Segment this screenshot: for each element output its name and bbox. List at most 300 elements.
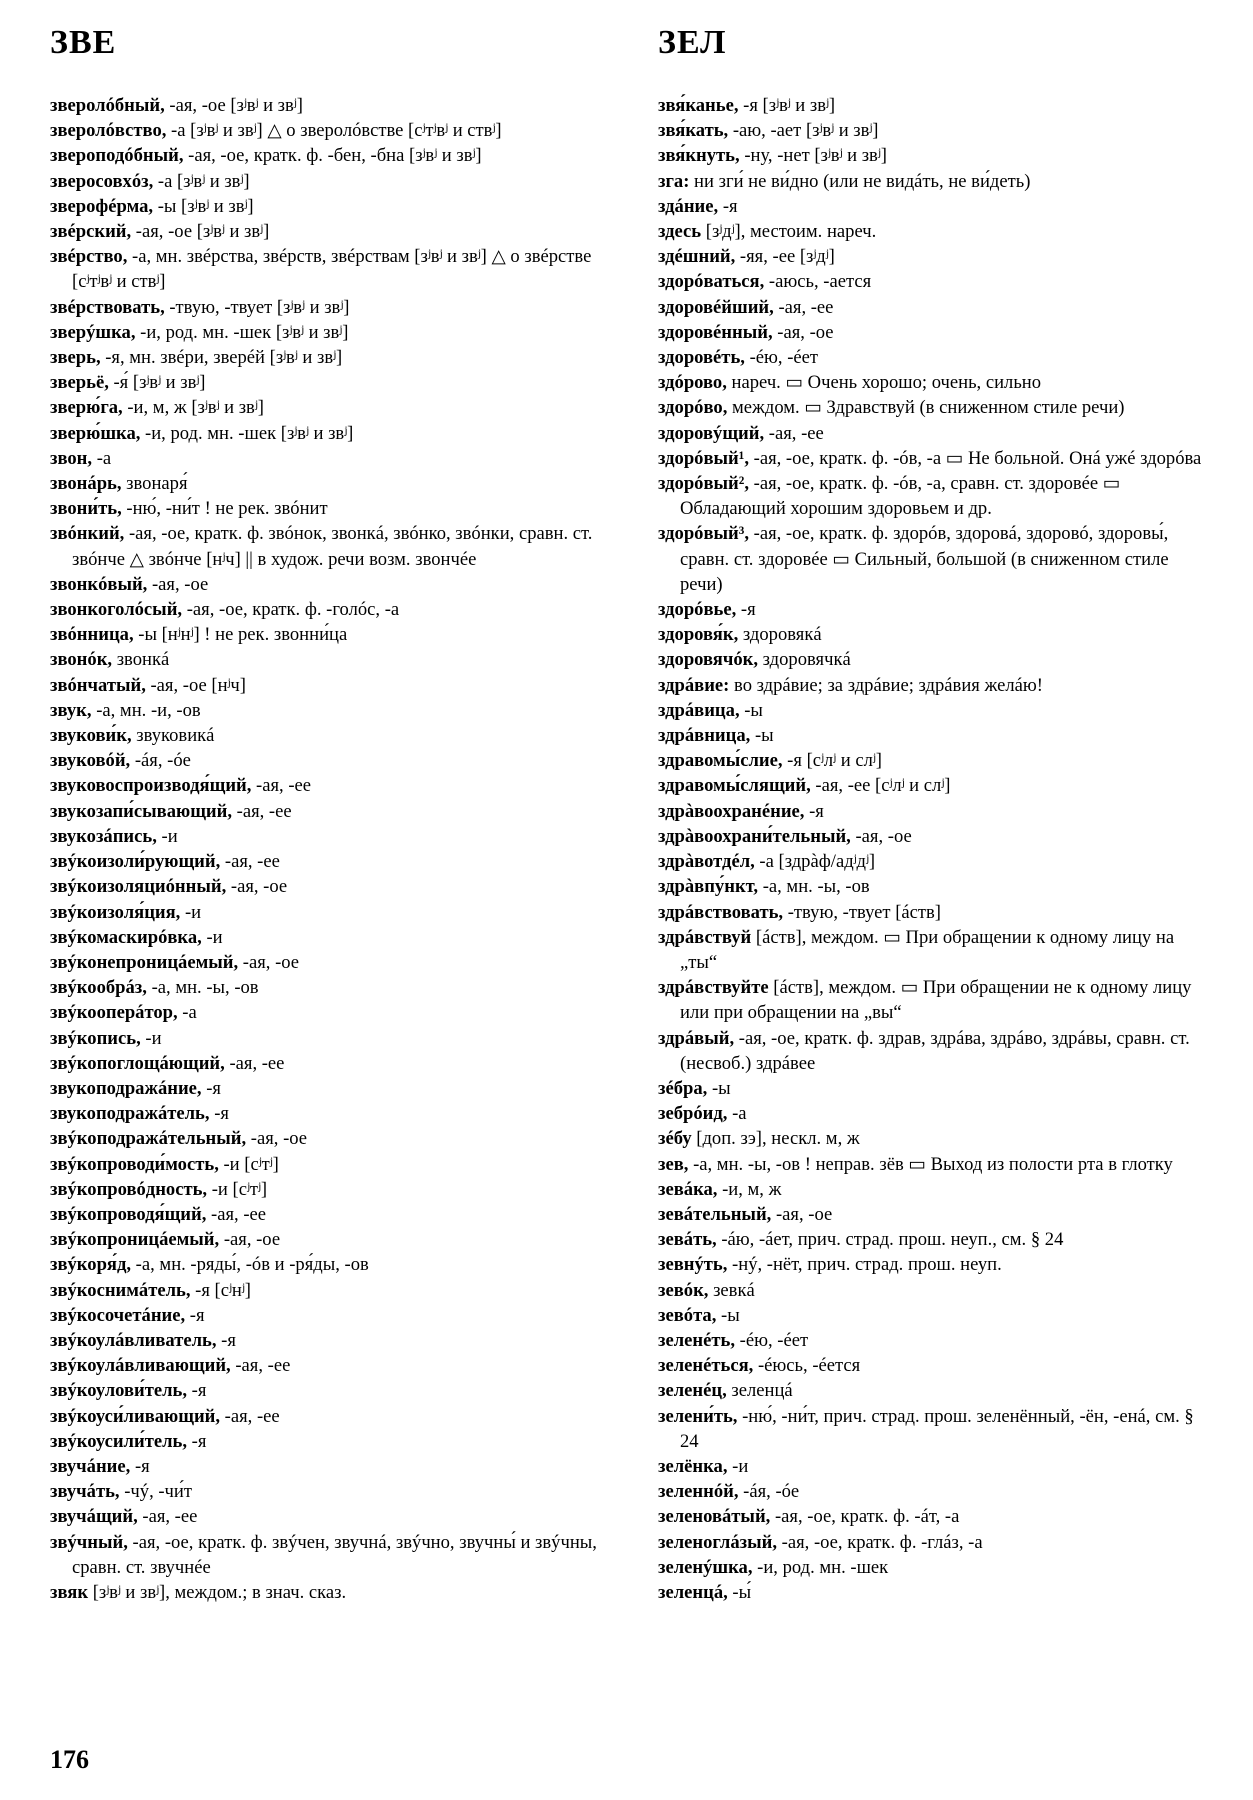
- headword: здáние,: [658, 195, 719, 217]
- dictionary-entry: [50, 1404, 620, 1429]
- dictionary-entry: [658, 1177, 1210, 1202]
- headword: звýкооперáтор,: [50, 1002, 178, 1024]
- entry-definition: -я [сʲнʲ]: [190, 1279, 251, 1301]
- entry-definition: -я: [187, 1430, 207, 1452]
- dictionary-entry: [658, 1530, 1210, 1555]
- dictionary-entry: [658, 647, 1210, 672]
- entry-definition: зеленцá: [726, 1380, 793, 1402]
- headword: звони́ть,: [50, 498, 122, 520]
- dictionary-entry: [658, 597, 1210, 622]
- headword: зеленцá,: [658, 1581, 728, 1603]
- entry-definition: -и [сʲтʲ]: [218, 1153, 279, 1175]
- dictionary-entry: [50, 244, 620, 294]
- headword: здрàвоохрани́тельный,: [658, 825, 851, 847]
- entry-definition: -и, род. мн. -шек: [752, 1556, 889, 1578]
- entry-definition: -ая, -ее: [231, 800, 292, 822]
- dictionary-entry: [50, 1252, 620, 1277]
- headword: здрáвствовать,: [658, 901, 784, 923]
- entry-definition: -ая, -ое: [147, 573, 209, 595]
- dictionary-entry: [50, 799, 620, 824]
- headword: здоровéйший,: [658, 296, 774, 318]
- dictionary-entry: [50, 1101, 620, 1126]
- entry-definition: здоровячкá: [758, 649, 851, 671]
- dictionary-entry: [50, 849, 620, 874]
- entry-definition: -ая, -ое, кратк. ф. -голóс, -а: [182, 599, 400, 621]
- entry-definition: звонкá: [112, 649, 170, 671]
- headword: звукоподражáтель,: [50, 1103, 210, 1125]
- headword: зéбу: [658, 1128, 692, 1150]
- dictionary-entry: [658, 169, 1210, 194]
- dictionary-entry: [50, 1454, 620, 1479]
- entry-definition: -ы: [707, 1077, 731, 1099]
- entry-definition: -ая, -ое: [772, 321, 834, 343]
- dictionary-entry: [658, 1152, 1210, 1177]
- headword: звýчный,: [50, 1531, 128, 1553]
- dictionary-entry: [658, 1252, 1210, 1277]
- headword: звукоподражáние,: [50, 1077, 202, 1099]
- dictionary-entry: [50, 1479, 620, 1504]
- dictionary-entry: [50, 748, 620, 773]
- entry-definition: -нý, -нёт, прич. страд. прош. неуп.: [727, 1254, 1002, 1276]
- dictionary-entry: [658, 748, 1210, 773]
- headword: зеленéть,: [658, 1329, 735, 1351]
- dictionary-entry: [658, 269, 1210, 294]
- entry-definition: -я [сʲлʲ и слʲ]: [782, 750, 882, 772]
- headword: зеленоглáзый,: [658, 1531, 777, 1553]
- headword: звýкоснимáтель,: [50, 1279, 191, 1301]
- headword: звýкомаскирóвка,: [50, 926, 202, 948]
- entry-definition: -ая, -ее: [220, 1405, 280, 1427]
- dictionary-entry: [658, 1278, 1210, 1303]
- entry-definition: -и: [156, 825, 178, 847]
- headword: звéрский,: [50, 221, 132, 243]
- dictionary-entry: [50, 1126, 620, 1151]
- headword: зелени́ть,: [658, 1405, 738, 1427]
- entry-definition: -ая, -ое, кратк. ф. -áт, -а: [770, 1506, 960, 1528]
- entry-definition: [áств], междом. ▭ При обращении не к одному лицу или при обращении на „вы“: [680, 977, 1192, 1024]
- dictionary-entry: [50, 1202, 620, 1227]
- entry-definition: -а [зʲвʲ и звʲ]: [153, 170, 250, 192]
- headword: зверýшка,: [50, 321, 136, 343]
- headword: звýконепроницáемый,: [50, 951, 239, 973]
- dictionary-entry: [658, 1479, 1210, 1504]
- dictionary-entry: [50, 471, 620, 496]
- dictionary-entry: [658, 1378, 1210, 1403]
- entry-definition: -ая, -ое: [219, 1229, 281, 1251]
- headword: звýкоусили́тель,: [50, 1430, 188, 1452]
- dictionary-entry: [658, 723, 1210, 748]
- headword: звучáние,: [50, 1455, 131, 1477]
- dictionary-entry: [50, 496, 620, 521]
- headword: звук,: [50, 699, 92, 721]
- entry-definition: -ы: [716, 1304, 740, 1326]
- headword: здéшний,: [658, 246, 736, 268]
- dictionary-entry: [50, 1303, 620, 1328]
- dictionary-entry: [658, 143, 1210, 168]
- dictionary-entry: [50, 118, 620, 143]
- headword: здрàвоохранéние,: [658, 800, 805, 822]
- headword: здоровéнный,: [658, 321, 773, 343]
- dictionary-entry: [658, 1454, 1210, 1479]
- entry-definition: -я: [216, 1329, 236, 1351]
- dictionary-entry: [50, 345, 620, 370]
- dictionary-entry: [658, 295, 1210, 320]
- headword: зевáть,: [658, 1229, 717, 1251]
- headword: звонáрь,: [50, 473, 122, 495]
- dictionary-entry: [658, 824, 1210, 849]
- dictionary-entry: [50, 421, 620, 446]
- dictionary-entry: [658, 118, 1210, 143]
- entry-definition: -ая, -ое: [246, 1128, 308, 1150]
- entry-definition: -и, род. мн. -шек [зʲвʲ и звʲ]: [140, 422, 354, 444]
- dictionary-entry: [50, 673, 620, 698]
- entry-definition: -я: [736, 599, 756, 621]
- dictionary-entry: [50, 975, 620, 1000]
- headword: звýкообрáз,: [50, 977, 147, 999]
- entry-definition: -ая, -ое [зʲвʲ и звʲ]: [131, 221, 270, 243]
- entry-definition: -ню́, -ни́т ! не рек. звóнит: [121, 498, 328, 520]
- dictionary-entry: [658, 1202, 1210, 1227]
- dictionary-entry: [658, 799, 1210, 824]
- dictionary-entry: [658, 1580, 1210, 1605]
- dictionary-entry: [658, 446, 1210, 471]
- headword: зевáтельный,: [658, 1203, 772, 1225]
- headword: звýкоизоли́рующий,: [50, 851, 221, 873]
- headword: зевóта,: [658, 1304, 717, 1326]
- headword: здрàвпу́нкт,: [658, 876, 759, 898]
- headword: звýкопроводя́щий,: [50, 1203, 207, 1225]
- dictionary-entry: [50, 647, 620, 672]
- running-head-left: ЗВЕ: [50, 24, 117, 61]
- headword: звуковóй,: [50, 750, 131, 772]
- entry-definition: -ая, -ее: [773, 296, 834, 318]
- entry-definition: -и, род. мн. -шек [зʲвʲ и звʲ]: [135, 321, 349, 343]
- entry-definition: -аюсь, -ается: [764, 271, 872, 293]
- headword: зверьё,: [50, 372, 109, 394]
- headword: зверолóбный,: [50, 95, 165, 116]
- headword: зéбра,: [658, 1077, 708, 1099]
- entry-definition: -ну, -нет [зʲвʲ и звʲ]: [739, 145, 887, 167]
- dictionary-entry: [658, 874, 1210, 899]
- headword: здрáвый,: [658, 1027, 735, 1049]
- dictionary-entry: [50, 597, 620, 622]
- headword: звóнкий,: [50, 523, 125, 545]
- dictionary-entry: [50, 950, 620, 975]
- entry-definition: зевкá: [708, 1279, 755, 1301]
- dictionary-entry: [50, 194, 620, 219]
- entry-definition: -ая, -ее: [224, 1052, 285, 1074]
- page-number: 176: [50, 1745, 89, 1774]
- headword: зга:: [658, 170, 690, 192]
- entry-definition: -и [сʲтʲ]: [207, 1178, 268, 1200]
- entry-definition: -я: [187, 1380, 207, 1402]
- headword: звýкопроводи́мость,: [50, 1153, 219, 1175]
- entry-definition: -а, мн. -ы, -ов ! неправ. зёв ▭ Выход из полости рта в глотку: [688, 1153, 1173, 1175]
- headword: зев,: [658, 1153, 689, 1175]
- entry-definition: -я: [804, 800, 824, 822]
- entry-definition: -ая, -ое: [238, 951, 300, 973]
- entry-definition: -я: [209, 1103, 229, 1125]
- left-column: [50, 93, 620, 1605]
- headword: здорóвье,: [658, 599, 737, 621]
- dictionary-entry: [658, 471, 1210, 521]
- dictionary-entry: [658, 1227, 1210, 1252]
- headword: звýкопоглощáющий,: [50, 1052, 225, 1074]
- entry-definition: -ая, -ое, кратк. ф. здорóв, здоровá, здоровó, здоровы́, сравн. ст. здоровéе ▭ Сильный, большой (в сниженном стиле речи): [680, 523, 1169, 595]
- dictionary-entry: [50, 773, 620, 798]
- headword: звýкоря́д,: [50, 1254, 132, 1276]
- dictionary-entry: [658, 1101, 1210, 1126]
- dictionary-entry: [50, 446, 620, 471]
- dictionary-entry: [658, 975, 1210, 1025]
- dictionary-entry: [50, 622, 620, 647]
- entry-definition: -ая, -ое, кратк. ф. звóнок, звонкá, звóнко, звóнки, сравн. ст. звóнче △ звóнче [нʲч] || в худож. речи возм. звончéе: [72, 523, 593, 570]
- entry-definition: -яя, -ее [зʲдʲ]: [735, 246, 835, 268]
- dictionary-entry: [50, 1278, 620, 1303]
- dictionary-entry: [658, 521, 1210, 597]
- entry-definition: -и, м, ж: [717, 1178, 782, 1200]
- headword: здрáвица,: [658, 699, 740, 721]
- dictionary-entry: [50, 1504, 620, 1529]
- headword: звýкопроницáемый,: [50, 1229, 220, 1251]
- dictionary-entry: [50, 521, 620, 571]
- entry-definition: -ы́: [727, 1581, 752, 1603]
- headword: звýкопись,: [50, 1027, 141, 1049]
- dictionary-entry: [658, 1303, 1210, 1328]
- headword: здоровýщий,: [658, 422, 765, 444]
- headword: здрàвотдéл,: [658, 851, 755, 873]
- entry-definition: -и, м, ж [зʲвʲ и звʲ]: [122, 397, 264, 419]
- dictionary-entry: [50, 1076, 620, 1101]
- headword: здрáвствуйте: [658, 977, 769, 999]
- entry-definition: -ню́, -ни́т, прич. страд. прош. зеленённый, -ён, -енá, см. § 24: [680, 1405, 1194, 1452]
- headword: здорóваться,: [658, 271, 765, 293]
- headword: звукозáпись,: [50, 825, 157, 847]
- dictionary-entry: [658, 395, 1210, 420]
- headword: зеленовáтый,: [658, 1506, 771, 1528]
- headword: здорóвый¹,: [658, 447, 749, 469]
- headword: зеленýшка,: [658, 1556, 753, 1578]
- entry-definition: -ая, -ее: [206, 1203, 267, 1225]
- headword: здорóвый³,: [658, 523, 749, 545]
- dictionary-entry: [50, 1227, 620, 1252]
- dictionary-entry: [50, 93, 620, 118]
- entry-definition: -и: [140, 1027, 162, 1049]
- headword: звукови́к,: [50, 725, 132, 747]
- headword: звýкоуси́ливающий,: [50, 1405, 221, 1427]
- headword: здрáвствуй: [658, 926, 752, 948]
- entry-definition: -ы [зʲвʲ и звʲ]: [153, 195, 254, 217]
- dictionary-entry: [50, 295, 620, 320]
- entry-definition: -ая, -ое, кратк. ф. -глáз, -а: [777, 1531, 983, 1553]
- dictionary-entry: [658, 1026, 1210, 1076]
- headword: звя́канье,: [658, 95, 739, 116]
- headword: звéрство,: [50, 246, 128, 268]
- entry-definition: здоровякá: [738, 624, 822, 646]
- entry-definition: -а, мн. -ы, -ов: [758, 876, 870, 898]
- dictionary-entry: [50, 320, 620, 345]
- entry-definition: междом. ▭ Здравствуй (в сниженном стиле речи): [727, 397, 1125, 419]
- dictionary-entry: [50, 143, 620, 168]
- headword: звучáщий,: [50, 1506, 138, 1528]
- headword: звонкоголóсый,: [50, 599, 183, 621]
- headword: звóнница,: [50, 624, 134, 646]
- entry-definition: -ая, -ое: [850, 825, 912, 847]
- entry-definition: -твую, -твует [áств]: [783, 901, 941, 923]
- headword: зебрóид,: [658, 1103, 728, 1125]
- entry-definition: -ая, -ее: [220, 851, 280, 873]
- headword: звéрствовать,: [50, 296, 165, 318]
- dictionary-entry: [658, 673, 1210, 698]
- entry-definition: -ая, -ое: [771, 1203, 833, 1225]
- dictionary-entry: [50, 1353, 620, 1378]
- entry-definition: -ая, -ее: [137, 1506, 198, 1528]
- entry-definition: -ая, -ое, кратк. ф. звýчен, звучнá, звýчно, звучны́ и звýчны, сравн. ст. звучнéе: [72, 1531, 597, 1578]
- dictionary-entry: [658, 622, 1210, 647]
- dictionary-entry: [50, 1378, 620, 1403]
- entry-definition: -я: [718, 195, 738, 217]
- entry-definition: -ая, -ое, кратк. ф. -бен, -бна [зʲвʲ и звʲ]: [183, 145, 482, 167]
- entry-definition: -ы: [750, 725, 774, 747]
- dictionary-entry: [658, 370, 1210, 395]
- dictionary-entry: [50, 1177, 620, 1202]
- entry-definition: нареч. ▭ Очень хорошо; очень, сильно: [726, 372, 1042, 394]
- entry-definition: -ая, -ее: [764, 422, 824, 444]
- headword: звучáть,: [50, 1481, 120, 1503]
- dictionary-entry: [50, 900, 620, 925]
- dictionary-entry: [658, 93, 1210, 118]
- dictionary-entry: [658, 1126, 1210, 1151]
- headword: звя́кнуть,: [658, 145, 740, 167]
- dictionary-entry: [50, 219, 620, 244]
- dictionary-entry: [50, 1000, 620, 1025]
- entry-definition: -и: [201, 926, 223, 948]
- dictionary-entry: [50, 370, 620, 395]
- entry-definition: -ая, -ое [зʲвʲ и звʲ]: [164, 95, 303, 116]
- entry-definition: -ая, -ое, кратк. ф. -óв, -а, сравн. ст. здоровéе ▭ Обладающий хорошим здоровьем и др.: [680, 473, 1121, 520]
- dictionary-entry: [50, 1026, 620, 1051]
- entry-definition: -ы [нʲнʲ] ! не рек. звонни́ца: [133, 624, 348, 646]
- entry-definition: -я: [201, 1077, 221, 1099]
- dictionary-entry: [658, 773, 1210, 798]
- dictionary-entry: [50, 698, 620, 723]
- headword: зверосовхóз,: [50, 170, 154, 192]
- headword: звýкоподражáтельный,: [50, 1128, 247, 1150]
- headword: звýкоизоляциóнный,: [50, 876, 227, 898]
- headword: здравомы́слие,: [658, 750, 783, 772]
- entry-definition: -éюсь, -éется: [753, 1355, 861, 1377]
- entry-definition: [зʲдʲ], местоим. нареч.: [701, 221, 877, 243]
- entry-definition: -и: [727, 1455, 749, 1477]
- entry-definition: -а: [92, 447, 112, 469]
- entry-definition: -я́ [зʲвʲ и звʲ]: [108, 372, 206, 394]
- entry-definition: -ая, -ое: [226, 876, 288, 898]
- dictionary-entry: [50, 169, 620, 194]
- entry-definition: -а: [727, 1103, 747, 1125]
- dictionary-entry: [658, 1328, 1210, 1353]
- entry-definition: -твую, -твует [зʲвʲ и звʲ]: [164, 296, 350, 318]
- headword: зевóк,: [658, 1279, 709, 1301]
- headword: зевнýть,: [658, 1254, 728, 1276]
- entry-definition: -а, мн. -ряды́, -óв и -ря́ды, -ов: [131, 1254, 369, 1276]
- dictionary-entry: [658, 219, 1210, 244]
- dictionary-entry: [50, 1580, 620, 1605]
- entry-definition: -я [зʲвʲ и звʲ]: [738, 95, 836, 116]
- headword: звýкоулови́тель,: [50, 1380, 188, 1402]
- entry-definition: [зʲвʲ и звʲ], междом.; в знач. сказ.: [88, 1581, 347, 1603]
- headword: здоровéть,: [658, 347, 745, 369]
- dictionary-entry: [658, 320, 1210, 345]
- headword: звероподóбный,: [50, 145, 184, 167]
- dictionary-entry: [50, 1152, 620, 1177]
- headword: звонкóвый,: [50, 573, 148, 595]
- headword: звýкоизоля́ция,: [50, 901, 181, 923]
- entry-definition: -аю, -ает [зʲвʲ и звʲ]: [728, 120, 879, 142]
- dictionary-entry: [50, 824, 620, 849]
- entry-definition: -áю, -áет, прич. страд. прош. неуп., см. § 24: [716, 1229, 1064, 1251]
- dictionary-entry: [658, 1504, 1210, 1529]
- entry-definition: -ая, -ое, кратк. ф. -óв, -а ▭ Не больной. Онá ужé здорóва: [748, 447, 1202, 469]
- headword: здрáвие:: [658, 674, 730, 696]
- headword: звон,: [50, 447, 93, 469]
- headword: звяк: [50, 1581, 89, 1603]
- entry-definition: -я, мн. звéри, зверéй [зʲвʲ и звʲ]: [100, 347, 343, 369]
- entry-definition: звуковикá: [131, 725, 215, 747]
- dictionary-entry: [658, 244, 1210, 269]
- dictionary-entry: [658, 1404, 1210, 1454]
- dictionary-entry: [50, 1530, 620, 1580]
- entry-definition: -а [здрàф/адʲдʲ]: [754, 851, 876, 873]
- entry-definition: -а: [177, 1002, 197, 1024]
- dictionary-entry: [658, 925, 1210, 975]
- entry-definition: -ая, -ее: [230, 1355, 291, 1377]
- dictionary-entry: [50, 1328, 620, 1353]
- entry-definition: -я: [130, 1455, 150, 1477]
- dictionary-entry: [50, 1429, 620, 1454]
- headword: звýкоулáвливатель,: [50, 1329, 217, 1351]
- dictionary-entry: [50, 874, 620, 899]
- dictionary-entry: [50, 925, 620, 950]
- entry-definition: -ы: [739, 699, 763, 721]
- headword: зверю́га,: [50, 397, 123, 419]
- entry-definition: звонаря́: [121, 473, 188, 495]
- entry-definition: [áств], междом. ▭ При обращении к одному лицу на „ты“: [680, 926, 1175, 973]
- headword: звукозапи́сывающий,: [50, 800, 232, 822]
- headword: зверолóвство,: [50, 120, 167, 142]
- headword: звýкосочетáние,: [50, 1304, 186, 1326]
- headword: звýкоулáвливающий,: [50, 1355, 231, 1377]
- dictionary-entry: [658, 1076, 1210, 1101]
- dictionary-entry: [50, 395, 620, 420]
- entry-definition: -а, мн. звéрства, звéрств, звéрствам [зʲвʲ и звʲ] △ о звéрстве [сʲтʲвʲ и ствʲ]: [72, 246, 592, 293]
- entry-definition: -а [зʲвʲ и звʲ] △ о зверолóвстве [сʲтʲвʲ и ствʲ]: [166, 120, 502, 142]
- headword: здрáвница,: [658, 725, 751, 747]
- entry-definition: -ая, -ое, кратк. ф. здрав, здрáва, здрáво, здрáвы, сравн. ст. (несвоб.) здрáвее: [680, 1027, 1190, 1074]
- headword: звýкопровóдность,: [50, 1178, 208, 1200]
- entry-definition: [доп. зэ], нескл. м, ж: [691, 1128, 860, 1150]
- headword: зелёнка,: [658, 1455, 728, 1477]
- dictionary-entry: [50, 572, 620, 597]
- headword: зверь,: [50, 347, 101, 369]
- headword: звóнчатый,: [50, 674, 146, 696]
- headword: зевáка,: [658, 1178, 718, 1200]
- headword: зеленнóй,: [658, 1481, 739, 1503]
- entry-definition: ни зги́ не ви́дно (или не видáть, не ви́деть): [689, 170, 1031, 192]
- dictionary-entry: [50, 723, 620, 748]
- entry-definition: -а, мн. -и, -ов: [91, 699, 201, 721]
- entry-definition: -а, мн. -ы, -ов: [146, 977, 259, 999]
- entry-definition: -я: [185, 1304, 205, 1326]
